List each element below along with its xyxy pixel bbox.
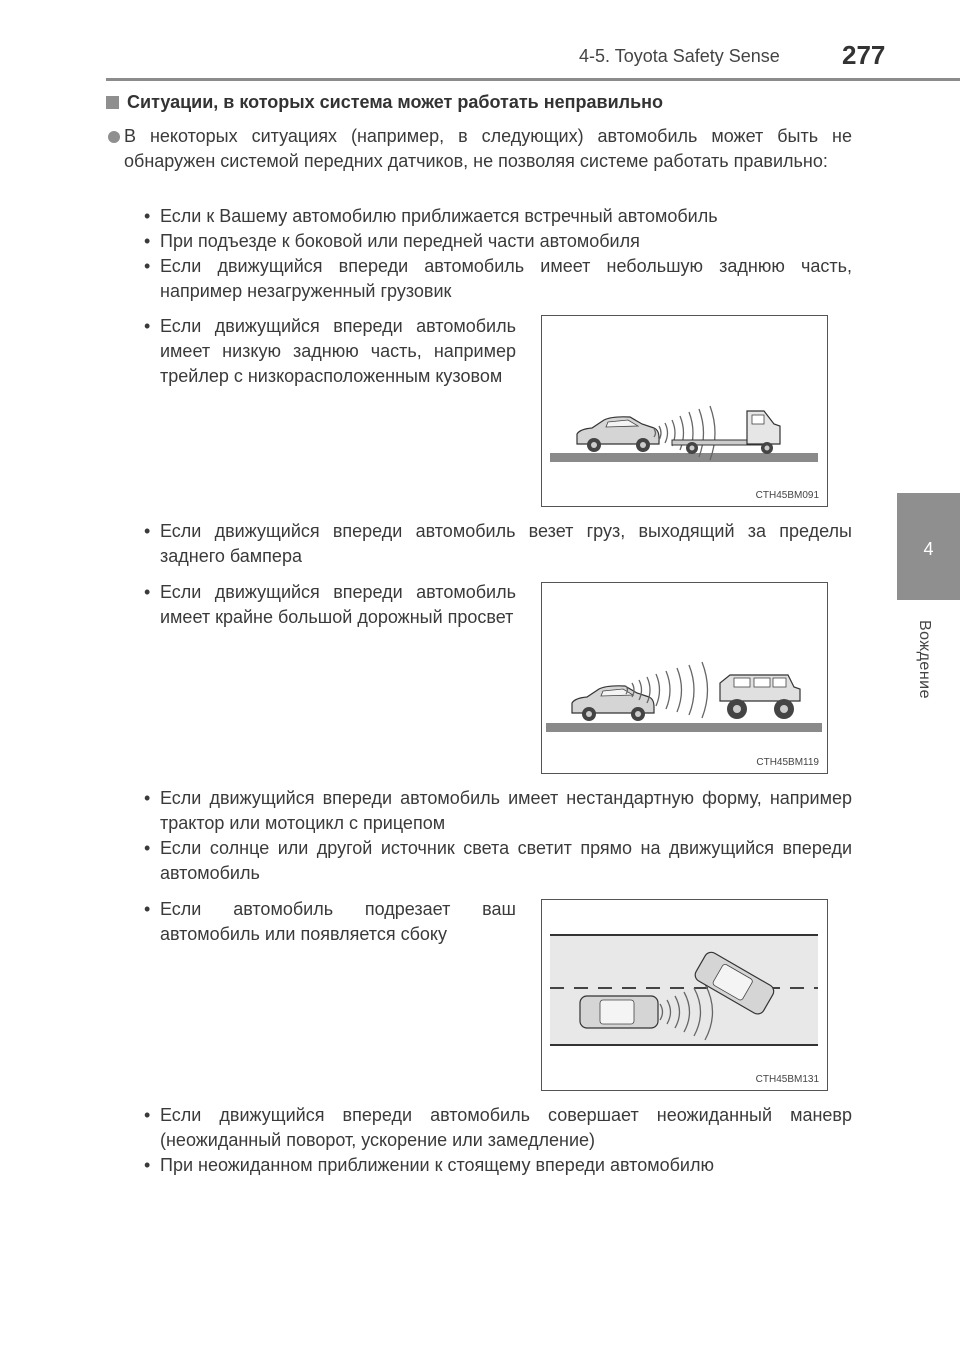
- section-title-text: Ситуации, в которых система может работать неправильно: [127, 92, 664, 112]
- header-divider: [106, 78, 960, 81]
- low-trailer-illustration: [542, 316, 827, 506]
- figure-code: CTH45BM119: [756, 757, 819, 768]
- chapter-label: Вождение: [916, 620, 933, 699]
- chapter-tab: [897, 493, 960, 600]
- circle-bullet-icon: [108, 131, 120, 143]
- cut-in-illustration: [542, 900, 827, 1090]
- intro-paragraph: [124, 124, 852, 174]
- section-title: [106, 92, 663, 113]
- list-item: • Если движущийся впереди автомобиль везет груз, выходящий за пределы заднего бампера: [144, 521, 852, 566]
- list-item: • Если движущийся впереди автомобиль совершает неожиданный маневр (неожиданный поворот, ускорение или замедление): [144, 1105, 852, 1150]
- list-item: • Если солнце или другой источник света светит прямо на движущийся впереди автомобиль: [144, 838, 852, 883]
- page-number: 277: [842, 40, 886, 70]
- list-item: • Если автомобиль подрезает ваш автомобиль или появляется сбоку: [144, 899, 516, 944]
- figure-cut-in: [541, 899, 828, 1091]
- list-item: • Если движущийся впереди автомобиль имеет небольшую заднюю часть, например незагруженный грузовик: [144, 256, 852, 301]
- figure-code: CTH45BM091: [755, 490, 819, 501]
- list-item: • Если движущийся впереди автомобиль имеет крайне большой дорожный просвет: [144, 582, 516, 627]
- list-item: • Если движущийся впереди автомобиль имеет низкую заднюю часть, например трейлер с низкорасположенным кузовом: [144, 316, 516, 386]
- high-clearance-illustration: [542, 583, 827, 773]
- list-item: • При неожиданном приближении к стоящему впереди автомобилю: [144, 1155, 714, 1175]
- header-section-title: 4-5. Toyota Safety Sense: [579, 46, 780, 66]
- figure-high-clearance: [541, 582, 828, 774]
- chapter-side: [897, 600, 960, 1000]
- figure-code: CTH45BM131: [755, 1074, 819, 1085]
- chapter-number: 4: [923, 539, 934, 559]
- list-item: • Если к Вашему автомобилю приближается встречный автомобиль: [144, 206, 718, 226]
- intro-text: В некоторых ситуациях (например, в следующих) автомобиль может быть не обнаружен системой передних датчиков, не позволяя системе работать правильно:: [124, 126, 852, 171]
- figure-low-trailer: [541, 315, 828, 507]
- list-item: • Если движущийся впереди автомобиль имеет нестандартную форму, например трактор или мотоцикл с прицепом: [144, 788, 852, 833]
- list-item: • При подъезде к боковой или передней части автомобиля: [144, 231, 640, 251]
- square-bullet-icon: [106, 96, 119, 109]
